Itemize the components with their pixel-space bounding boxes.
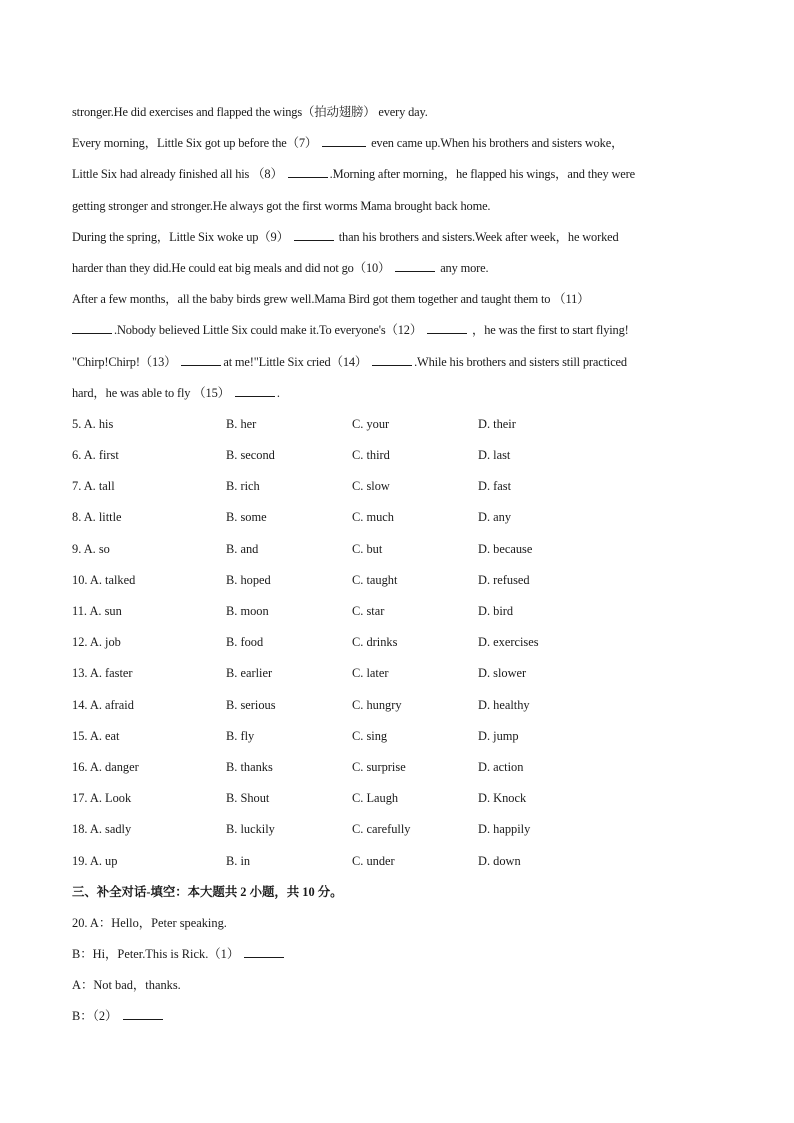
option-d[interactable]: D. bird: [478, 604, 514, 618]
option-row: [72, 756, 732, 787]
answer-blank[interactable]: [395, 257, 435, 272]
option-b[interactable]: B. in: [226, 853, 251, 868]
option-d[interactable]: D. slower: [478, 666, 527, 681]
option-a[interactable]: 19. A. up: [72, 853, 118, 868]
option-b[interactable]: B. some: [226, 510, 267, 525]
option-d[interactable]: D. jump: [478, 728, 519, 743]
dialogue-line: B：（2）: [72, 1005, 732, 1036]
option-d[interactable]: D. any: [478, 510, 512, 525]
passage-line: harder than they did.He could eat big meals and did not go（10） any more.: [72, 257, 732, 288]
option-b[interactable]: B. serious: [226, 697, 276, 712]
option-a[interactable]: 13. A. faster: [72, 666, 133, 681]
option-a[interactable]: 16. A. danger: [72, 759, 139, 774]
passage-line: Little Six had already finished all his （8） .Morning after morning，he flapped his wings，and they were: [72, 163, 732, 194]
answer-blank[interactable]: [235, 382, 275, 397]
option-row: [72, 694, 732, 725]
options-list: [72, 413, 732, 881]
option-d[interactable]: D. last: [478, 448, 511, 463]
option-b[interactable]: B. second: [226, 448, 275, 463]
option-b[interactable]: B. and: [226, 541, 259, 556]
dialogue-line: A：Not bad，thanks.: [72, 978, 181, 993]
answer-blank[interactable]: [244, 943, 284, 958]
option-c[interactable]: C. Laugh: [352, 791, 399, 806]
answer-blank[interactable]: [72, 319, 112, 334]
option-row: [72, 662, 732, 693]
option-row: [72, 413, 732, 444]
answer-blank[interactable]: [181, 351, 221, 366]
option-b[interactable]: B. Shout: [226, 791, 270, 806]
option-row: [72, 818, 732, 849]
passage-line: hard，he was able to fly （15） .: [72, 382, 732, 413]
option-row: [72, 444, 732, 475]
option-d[interactable]: D. because: [478, 541, 533, 556]
option-row: [72, 850, 732, 881]
answer-blank[interactable]: [427, 319, 467, 334]
option-c[interactable]: C. surprise: [352, 759, 406, 774]
option-a[interactable]: 5. A. his: [72, 416, 114, 431]
option-row: [72, 538, 732, 569]
option-a[interactable]: 9. A. so: [72, 541, 110, 556]
option-b[interactable]: B. rich: [226, 479, 260, 494]
option-b[interactable]: B. food: [226, 635, 264, 650]
option-b[interactable]: B. fly: [226, 728, 255, 743]
option-c[interactable]: C. sing: [352, 728, 388, 743]
option-c[interactable]: C. hungry: [352, 697, 402, 712]
option-row: [72, 569, 732, 600]
passage-line: "Chirp!Chirp!（13） at me!"Little Six cried（14） .While his brothers and sisters still practiced: [72, 351, 732, 382]
option-a[interactable]: 11. A. sun: [72, 604, 122, 618]
option-d[interactable]: D. Knock: [478, 791, 527, 806]
option-c[interactable]: C. third: [352, 448, 390, 463]
answer-blank[interactable]: [294, 226, 334, 241]
answer-blank[interactable]: [123, 1005, 163, 1020]
option-b[interactable]: B. thanks: [226, 759, 273, 774]
option-a[interactable]: 10. A. talked: [72, 572, 136, 587]
option-c[interactable]: C. taught: [352, 572, 398, 587]
answer-blank[interactable]: [372, 351, 412, 366]
option-a[interactable]: 7. A. tall: [72, 479, 115, 494]
option-row: [72, 725, 732, 756]
option-c[interactable]: C. your: [352, 416, 390, 431]
option-d[interactable]: D. their: [478, 416, 516, 431]
option-c[interactable]: C. under: [352, 853, 395, 868]
option-d[interactable]: D. action: [478, 759, 524, 774]
dialogue-line: 20. A：Hello，Peter speaking.: [72, 915, 227, 930]
exam-page: [72, 101, 732, 1037]
section-title: 三、补全对话-填空：本大题共 2 小题，共 10 分。: [72, 884, 343, 899]
option-row: [72, 475, 732, 506]
option-a[interactable]: 17. A. Look: [72, 791, 132, 806]
option-b[interactable]: B. earlier: [226, 666, 273, 681]
option-a[interactable]: 18. A. sadly: [72, 822, 132, 837]
option-b[interactable]: B. luckily: [226, 822, 275, 837]
option-c[interactable]: C. drinks: [352, 635, 398, 650]
answer-blank[interactable]: [322, 132, 366, 147]
option-a[interactable]: 15. A. eat: [72, 728, 120, 743]
passage-line: getting stronger and stronger.He always got the first worms Mama brought back home.: [72, 198, 491, 213]
option-c[interactable]: C. much: [352, 510, 394, 525]
passage-line: During the spring，Little Six woke up（9） than his brothers and sisters.Week after week，he worked: [72, 226, 732, 257]
option-d[interactable]: D. refused: [478, 572, 530, 587]
option-d[interactable]: D. fast: [478, 479, 512, 494]
option-b[interactable]: B. her: [226, 416, 257, 431]
option-a[interactable]: 6. A. first: [72, 448, 119, 463]
option-row: [72, 600, 732, 631]
option-d[interactable]: D. exercises: [478, 635, 539, 650]
option-c[interactable]: C. slow: [352, 479, 390, 494]
option-row: [72, 631, 732, 662]
option-d[interactable]: D. down: [478, 853, 521, 868]
option-a[interactable]: 14. A. afraid: [72, 697, 134, 712]
passage-line: stronger.He did exercises and flapped the wings（拍动翅膀） every day.: [72, 105, 428, 119]
passage-line: .Nobody believed Little Six could make it.To everyone's（12） ，he was the first to start flying!: [72, 319, 732, 350]
option-row: [72, 506, 732, 537]
option-c[interactable]: C. but: [352, 541, 383, 556]
option-a[interactable]: 12. A. job: [72, 635, 121, 650]
answer-blank[interactable]: [288, 163, 328, 178]
passage-line: After a few months，all the baby birds grew well.Mama Bird got them together and taught them to （11）: [72, 292, 590, 307]
option-c[interactable]: C. carefully: [352, 822, 411, 837]
dialogue-line: B：Hi，Peter.This is Rick.（1）: [72, 943, 732, 974]
passage-line: Every morning，Little Six got up before the（7） even came up.When his brothers and sisters woke，: [72, 132, 732, 163]
option-c[interactable]: C. star: [352, 604, 385, 618]
option-c[interactable]: C. later: [352, 666, 389, 681]
option-b[interactable]: B. moon: [226, 604, 269, 618]
option-b[interactable]: B. hoped: [226, 572, 271, 587]
option-d[interactable]: D. healthy: [478, 697, 530, 712]
option-row: [72, 787, 732, 818]
option-d[interactable]: D. happily: [478, 822, 531, 837]
option-a[interactable]: 8. A. little: [72, 510, 122, 525]
